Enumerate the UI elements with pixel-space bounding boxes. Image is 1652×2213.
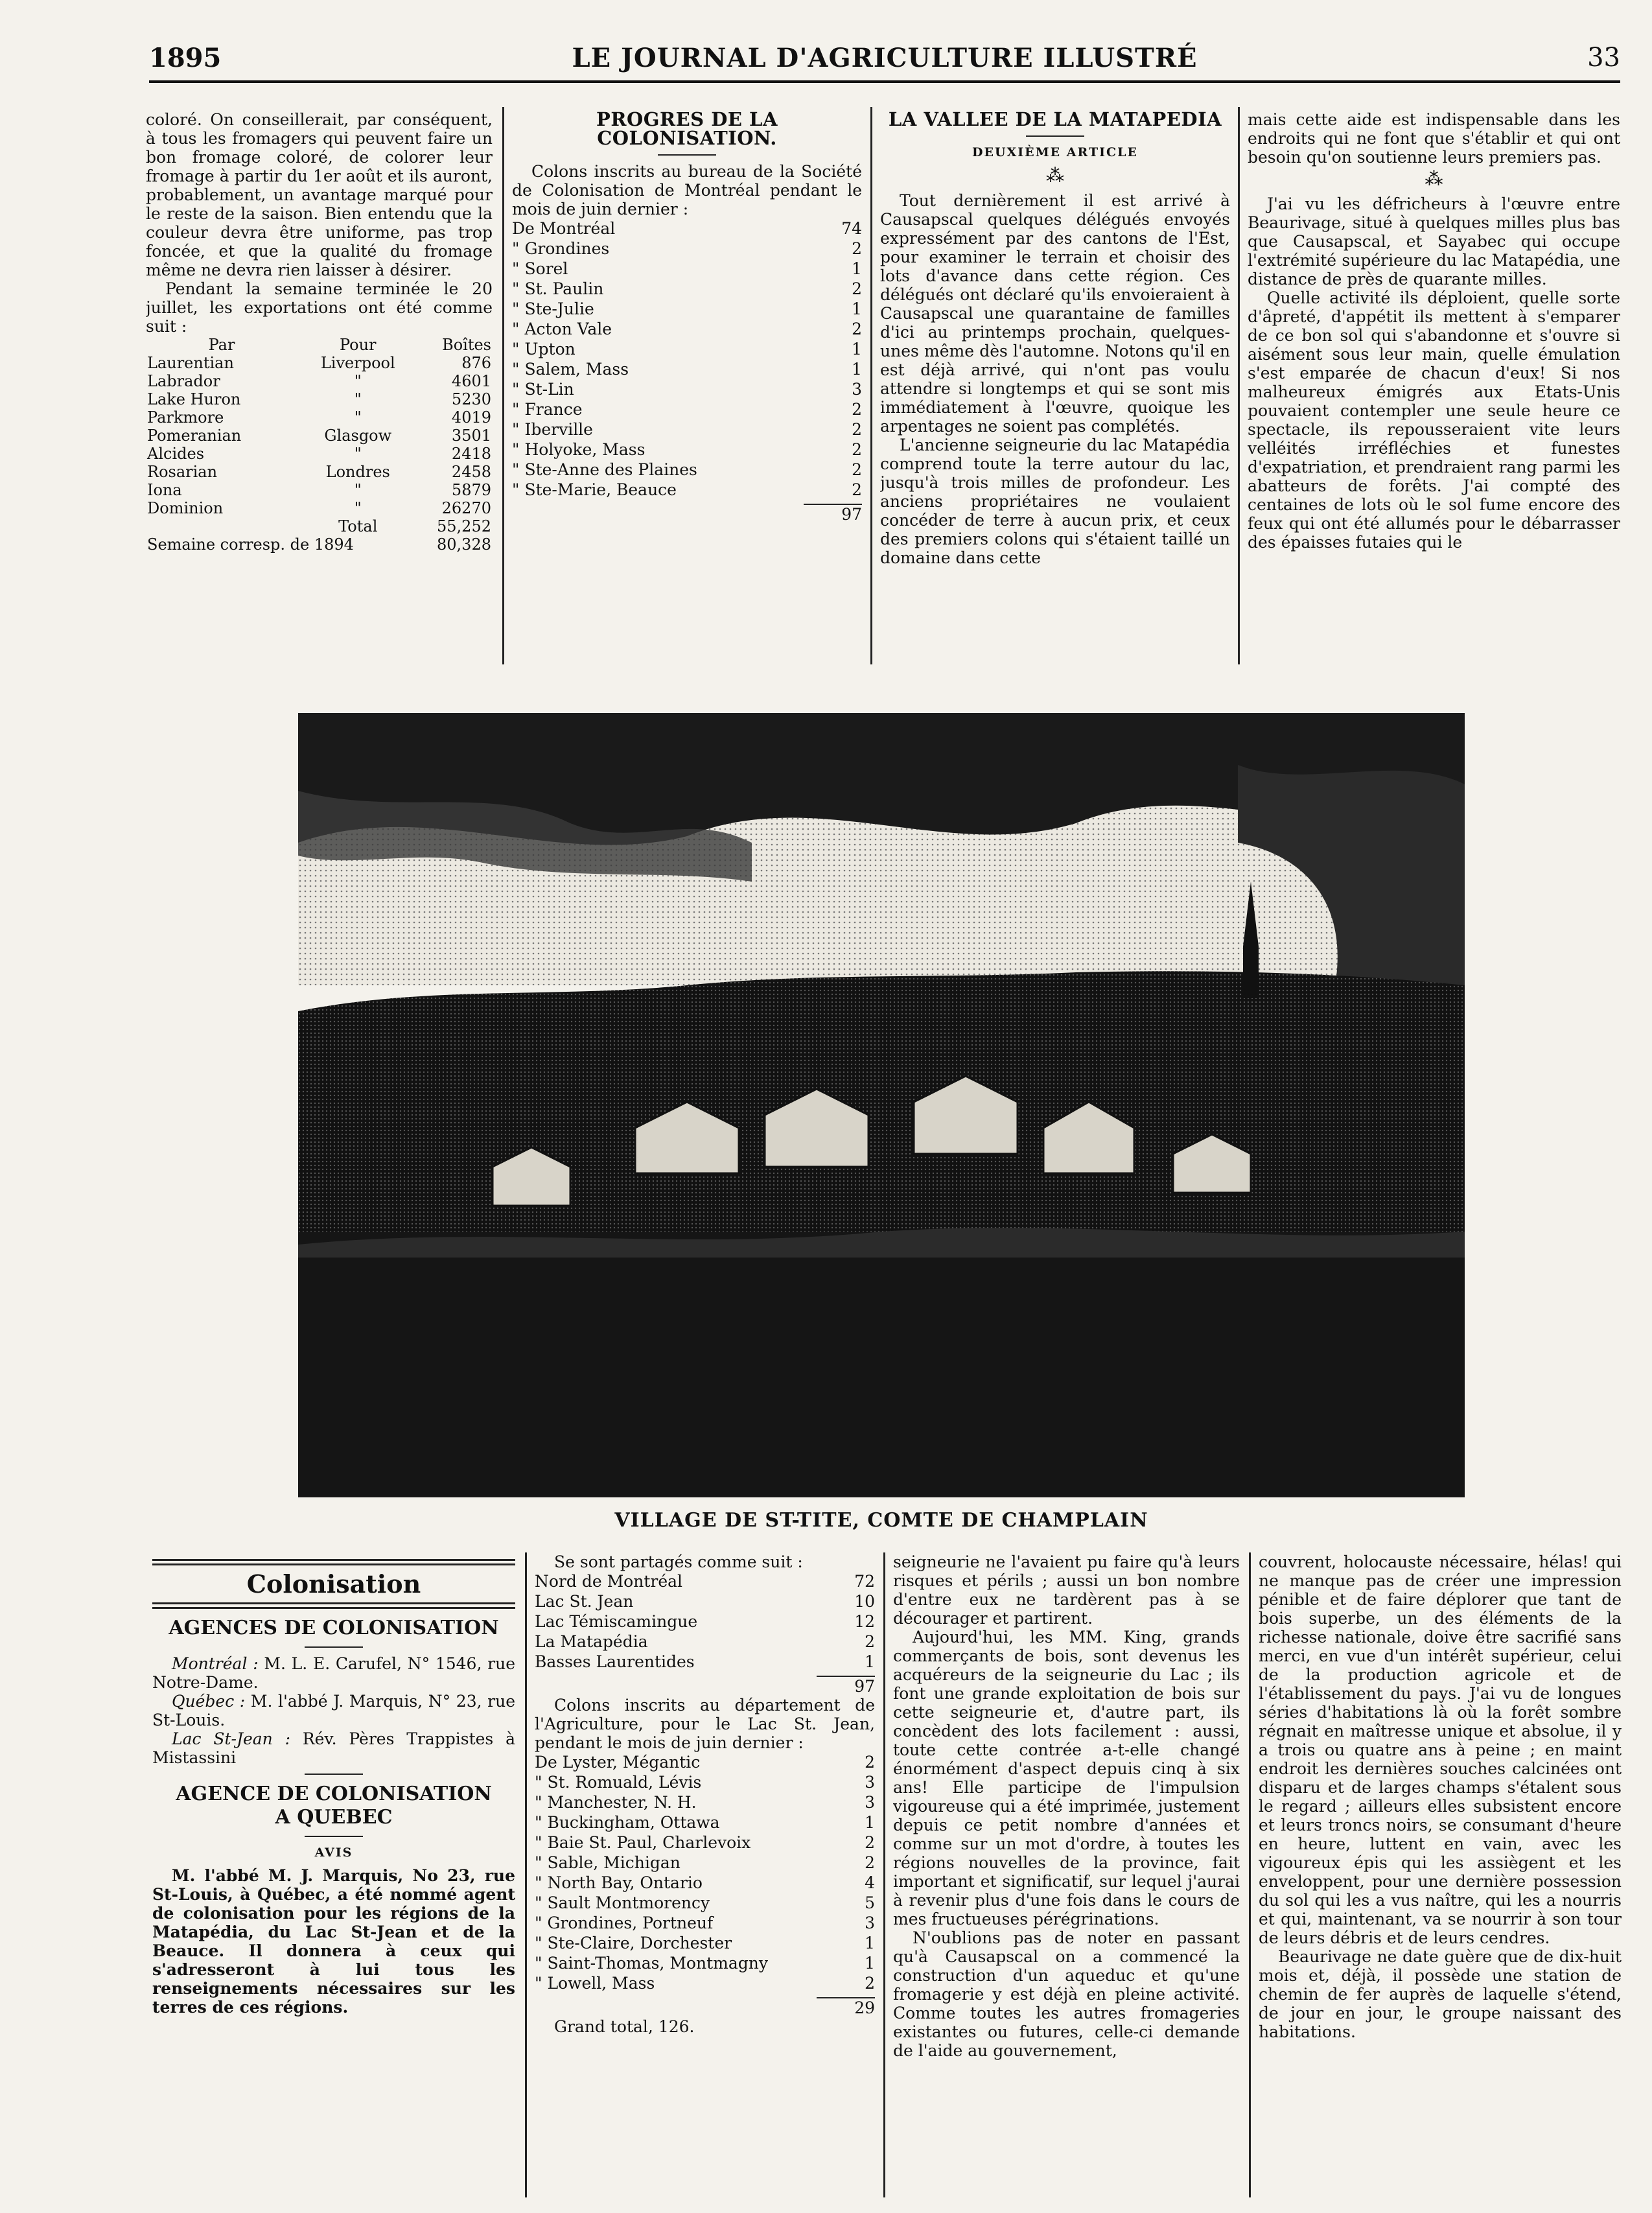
list-item <box>535 1832 875 1853</box>
list-item-value: 2 <box>865 1974 875 1993</box>
destination: Liverpool <box>320 354 395 372</box>
asterism: ⁂ <box>1046 165 1064 186</box>
table-row <box>146 445 493 463</box>
article-text: J'ai vu les défricheurs à l'œuvre entre Beaurivage, situé à quelques milles plus bas que Causapscal, et Sayabec qui occupe l'extrémité supérieure du lac Matapédia, une distance de près de quarante milles. <box>1248 194 1620 288</box>
table-row <box>146 390 493 408</box>
list-item <box>535 1973 875 1993</box>
list-item <box>512 399 862 419</box>
list-item <box>512 359 862 379</box>
list-item-value: 3 <box>852 380 862 399</box>
table-row <box>146 408 493 427</box>
list-item-label: " Manchester, N. H. <box>535 1793 697 1812</box>
article-text: seigneurie ne l'avaient pu faire qu'à leurs risques et périls ; aussi un bon nombre d'entre eux ne tardèrent pas à se décourager et partirent. <box>893 1552 1240 1628</box>
box-count: 5879 <box>451 481 491 499</box>
destination: Glasgow <box>324 427 392 445</box>
agency-address: M. L. E. Carufel, N° 1546, rue Notre-Dame. <box>152 1654 515 1692</box>
list-item-label: " Ste-Anne des Plaines <box>512 460 697 479</box>
article-text: Tout dernièrement il est arrivé à Causapscal quelques délégués envoyés expressément par des cantons de l'Est, pour examiner le terrain et choisir des lots d'avance dans cette région. Ces délégués ont déclaré qu'ils envoieraient à Causapscal une quarantaine de familles d'ici au printemps prochain, quelques-unes même dès l'automne. Notons qu'il en est déjà arrivé, qui n'ont pas voulu attendre si longtemps et qui se sont mis immédiatement à l'œuvre, quoique les arpentages ne soient pas complétés. <box>880 191 1230 436</box>
agency-entry <box>152 1729 515 1767</box>
article-text: Quelle activité ils déploient, quelle sorte d'âpreté, d'appétit ils mettent à s'emparer de ce bon sol qui s'abandonne et s'ouvre si aisément sous leur main, quelle émulation s'est emparée de chacun d'eux! Si nos malheureux émigrés aux Etats-Unis pouvaient contempler une seule heure ce spectacle, ils repousseraient vite leurs velléités irréfléchies et funestes d'expatriation, et prendraient rang parmi les abatteurs de forêts. J'ai compté des centaines de lots où le sol fume encore des feux qui ont été allumés pour le débarrasser des épaisses futaies qui le <box>1248 288 1620 552</box>
total-value: 55,252 <box>437 517 491 535</box>
column-divider <box>1238 107 1240 664</box>
list-item <box>512 319 862 339</box>
column-divider <box>1249 1552 1251 2197</box>
list-item-value: 2 <box>865 1753 875 1772</box>
agency-address: M. l'abbé J. Marquis, N° 23, rue St-Louis. <box>152 1692 515 1729</box>
section-title: Colonisation <box>246 1569 421 1598</box>
ship-name: Labrador <box>147 372 220 390</box>
list-item-label: " Upton <box>512 340 576 358</box>
box-count: 26270 <box>441 499 491 517</box>
list-total: 97 <box>854 1677 875 1696</box>
list-item <box>512 299 862 319</box>
article-text: Beaurivage ne date guère que de dix-huit mois et, déjà, il possède une station de chemin de fer auprès de laquelle s'étend, de jour en jour, le groupe naissant des habitations. <box>1259 1947 1622 2041</box>
list-item-value: 2 <box>852 239 862 258</box>
grand-total: Grand total, 126. <box>554 2017 695 2036</box>
list-item-label: " Baie St. Paul, Charlevoix <box>535 1833 751 1852</box>
village-photograph-image <box>298 713 1465 1497</box>
separator <box>305 1836 363 1837</box>
list-item-value: 1 <box>865 1954 875 1973</box>
list-item-label: " Sault Montmorency <box>535 1893 710 1912</box>
list-item <box>535 1812 875 1832</box>
list-item <box>535 1893 875 1913</box>
page-header <box>149 43 1620 82</box>
ship-name: Alcides <box>147 445 205 463</box>
list-item <box>535 1752 875 1772</box>
column-4 <box>1248 110 1620 668</box>
separator <box>1026 135 1084 137</box>
table-prev-row <box>146 535 493 554</box>
table-header: Par <box>208 336 235 354</box>
agency-entry <box>152 1692 515 1729</box>
destination: " <box>354 372 362 390</box>
exports-table <box>146 336 493 554</box>
list-item <box>512 339 862 359</box>
article-text: Colons inscrits au département de l'Agriculture, pour le Lac St. Jean, pendant le mois de juin dernier : <box>535 1696 875 1752</box>
list-total: 97 <box>841 505 862 524</box>
list-item <box>535 1853 875 1873</box>
ship-name: Laurentian <box>147 354 234 372</box>
ship-name: Iona <box>147 481 182 499</box>
destination: " <box>354 499 362 517</box>
list-item <box>535 1792 875 1812</box>
list-item-label: Nord de Montréal <box>535 1572 683 1591</box>
table-row <box>146 372 493 390</box>
list-item-label: " Saint-Thomas, Montmagny <box>535 1954 768 1973</box>
destination: Londres <box>325 463 390 481</box>
list-item-value: 72 <box>854 1572 875 1591</box>
list-item-value: 5 <box>865 1893 875 1912</box>
list-item-label: La Matapédia <box>535 1632 648 1651</box>
list-item-label: " Ste-Julie <box>512 299 594 318</box>
destination: " <box>354 481 362 499</box>
article-text: mais cette aide est indispensable dans les endroits qui ne font que s'établir et qui ont besoin qu'on soutienne leurs premiers pas. <box>1248 110 1620 167</box>
list-item-value: 1 <box>865 1813 875 1832</box>
regions-list <box>535 1571 875 1672</box>
article-text: couvrent, holocauste nécessaire, hélas! qui ne manque pas de créer une impression pénible et de faire déplorer que tant de bois superbe, un des éléments de la richesse nationale, doive être sacrifié sans merci, en vue d'un intérêt supérieur, celui de la production agricole et de l'établissement du pays. J'ai vu de longues séries d'habitations là où la forêt sombre régnait en maîtresse unique et absolue, il y a trois ou quatre ans à peine ; en maint endroit les dernières souches calcinées ont disparu et de larges champs s'étalent sous le regard ; ailleurs elles subsistent encore et leurs troncs noirs, se consumant d'heure en heure, luttent en vain, avec les vigoureux épis qui les assiègent et les enveloppent, pour une dernière possession du sol qui les a vus naître, qui les a nourris et qui, maintenant, va se nourrir à son tour de leurs débris et de leurs cendres. <box>1259 1552 1622 1947</box>
lower-column-4 <box>1259 1552 1622 2201</box>
list-item <box>535 1913 875 1933</box>
box-count: 2458 <box>451 463 491 481</box>
section-heading: PROGRES DE LA COLONISATION. <box>596 110 778 149</box>
agency-entry <box>152 1654 515 1692</box>
list-item-label: " Holyoke, Mass <box>512 440 646 459</box>
agency-heading <box>152 1783 515 1829</box>
list-item-value: 2 <box>865 1853 875 1872</box>
box-count: 876 <box>461 354 491 372</box>
list-item-label: Basses Laurentides <box>535 1652 695 1671</box>
box-count: 4601 <box>451 372 491 390</box>
ship-name: Pomeranian <box>147 427 242 445</box>
list-item-label: " North Bay, Ontario <box>535 1873 703 1892</box>
colonists-list <box>535 1752 875 1993</box>
separator <box>305 1774 363 1775</box>
lower-column-2 <box>535 1552 875 2201</box>
table-header: Pour <box>339 336 377 354</box>
ship-name: Dominion <box>147 499 224 517</box>
list-item-label: Lac Témiscamingue <box>535 1612 698 1631</box>
column-3 <box>880 110 1230 668</box>
destination: " <box>354 408 362 427</box>
header-year: 1895 <box>149 43 222 73</box>
list-item <box>535 1772 875 1792</box>
table-row <box>146 427 493 445</box>
list-item-label: Lac St. Jean <box>535 1592 634 1611</box>
agencies-heading: AGENCES DE COLONISATION <box>169 1617 499 1639</box>
list-item-value: 1 <box>852 259 862 278</box>
list-item-value: 2 <box>865 1632 875 1651</box>
list-item-value: 3 <box>865 1773 875 1792</box>
list-item-label: " Lowell, Mass <box>535 1974 655 1993</box>
agency-heading-line: AGENCE DE COLONISATION <box>176 1783 492 1805</box>
list-item <box>512 419 862 439</box>
column-1 <box>146 110 493 668</box>
list-item <box>535 1953 875 1973</box>
list-item-label: " Sable, Michigan <box>535 1853 681 1872</box>
prev-year-value: 80,328 <box>437 535 491 554</box>
list-item-label: " Ste-Claire, Dorchester <box>535 1934 732 1952</box>
list-item <box>535 1652 875 1672</box>
list-item-value: 10 <box>854 1592 875 1611</box>
article-text: N'oublions pas de noter en passant qu'à Causapscal on a commencé la construction d'un aqueduc et qu'une fromagerie y est déjà en pleine activité. Comme toutes les autres fromageries existantes ou futures, celle-ci demande de l'aide au gouvernement, <box>893 1928 1240 2060</box>
double-rule <box>152 1559 515 1565</box>
section-heading: LA VALLEE DE LA MATAPEDIA <box>888 110 1222 130</box>
article-text: Aujourd'hui, les MM. King, grands commerçants de bois, sont devenus les acquéreurs de la seigneurie du Lac ; ils font une grande exploitation de bois sur cette seigneurie et, d'autre part, ils concèdent des lots facilement : aussi, toute cette contrée a-t-elle changé énormément d'aspect depuis cinq à six ans! Elle participe de l'impulsion vigoureuse qui a été imprimée, justement depuis ce petit nombre d'années et comme sur un mot d'ordre, à toutes les régions nouvelles de la province, fait important et significatif, sur lequel j'aurai à revenir plus d'une fois dans le cours de mes fructueuses pérégrinations. <box>893 1628 1240 1928</box>
list-item-value: 2 <box>852 320 862 338</box>
agency-city: Québec : <box>172 1692 246 1711</box>
list-item-label: " St. Paulin <box>512 279 604 298</box>
list-item <box>512 439 862 460</box>
list-item-label: " Grondines, Portneuf <box>535 1914 714 1932</box>
list-item <box>535 1933 875 1953</box>
list-item-value: 2 <box>865 1833 875 1852</box>
lower-column-1 <box>152 1552 515 2201</box>
prev-year-label: Semaine corresp. de 1894 <box>147 535 354 554</box>
list-item-label: " Sorel <box>512 259 568 278</box>
double-rule <box>152 1602 515 1609</box>
list-item-value: 3 <box>865 1793 875 1812</box>
table-row <box>146 463 493 481</box>
box-count: 3501 <box>451 427 491 445</box>
article-subheading: DEUXIÈME ARTICLE <box>972 145 1138 159</box>
asterism: ⁂ <box>1425 168 1443 189</box>
article-text: coloré. On conseillerait, par conséquent, à tous les fromagers qui peuvent faire un bon fromage coloré, de colorer leur fromage à partir du 1er août et ils auront, probablement, un avantage marqué pour le reste de la saison. Bien entendu que la couleur devra être uniforme, pas trop foncée, et que la qualité du fromage même ne devra rien laisser à désirer. <box>146 110 493 279</box>
article-text: Colons inscrits au bureau de la Société de Colonisation de Montréal pendant le mois de juin dernier : <box>512 162 862 218</box>
photo-caption: VILLAGE DE ST-TITE, COMTE DE CHAMPLAIN <box>614 1509 1148 1532</box>
list-item <box>512 259 862 279</box>
box-count: 2418 <box>451 445 491 463</box>
header-rule <box>149 80 1620 83</box>
list-item-value: 1 <box>852 360 862 379</box>
agency-heading-line: A QUEBEC <box>275 1806 393 1829</box>
article-text: L'ancienne seigneurie du lac Matapédia comprend toute la terre autour du lac, jusqu'à trois milles de profondeur. Les anciens propriétaires ne voulaient concéder de terre à aucun prix, et ceux des premiers colons qui s'étaient taillé un domaine dans cette <box>880 436 1230 567</box>
list-item-value: 2 <box>852 440 862 459</box>
list-item <box>512 460 862 480</box>
list-item <box>535 1611 875 1632</box>
notice-text: M. l'abbé M. J. Marquis, No 23, rue St-Louis, à Québec, a été nommé agent de colonisation pour les régions de la Matapédia, du Lac St-Jean et de la Beauce. Il donnera à ceux qui s'adresseront à lui tous les renseignements nécessaires sur les terres de ces régions. <box>152 1866 515 2017</box>
notice-label: AVIS <box>314 1845 353 1860</box>
list-total: 29 <box>854 1998 875 2017</box>
agency-city: Lac St-Jean : <box>172 1729 290 1748</box>
ship-name: Parkmore <box>147 408 224 427</box>
list-item-value: 2 <box>852 480 862 499</box>
column-divider <box>870 107 872 664</box>
agency-address: Rév. Pères Trappistes à Mistassini <box>152 1729 515 1767</box>
list-item-label: " Buckingham, Ottawa <box>535 1813 720 1832</box>
list-item-label: De Lyster, Mégantic <box>535 1753 701 1772</box>
list-item-label: " Acton Vale <box>512 320 612 338</box>
box-count: 4019 <box>451 408 491 427</box>
list-item <box>535 1873 875 1893</box>
lower-column-3 <box>893 1552 1240 2201</box>
list-item-label: " Salem, Mass <box>512 360 629 379</box>
total-label: Total <box>338 517 378 535</box>
separator <box>305 1646 363 1648</box>
list-item <box>535 1632 875 1652</box>
list-item <box>512 279 862 299</box>
list-item <box>535 1591 875 1611</box>
article-text: Se sont partagés comme suit : <box>554 1552 803 1571</box>
list-item-value: 2 <box>852 400 862 419</box>
header-page-number: 33 <box>1587 43 1620 73</box>
list-item-value: 4 <box>865 1873 875 1892</box>
table-row <box>146 481 493 499</box>
list-item-value: 3 <box>865 1914 875 1932</box>
list-item-label: " St. Romuald, Lévis <box>535 1773 702 1792</box>
list-item-value: 1 <box>852 299 862 318</box>
list-item-value: 12 <box>854 1612 875 1631</box>
table-total-row <box>146 517 493 535</box>
box-count: 5230 <box>451 390 491 408</box>
article-text: Pendant la semaine terminée le 20 juillet, les exportations ont été comme suit : <box>146 279 493 336</box>
table-header: Boîtes <box>442 336 491 354</box>
separator <box>658 154 716 156</box>
list-item-value: 2 <box>852 279 862 298</box>
agency-city: Montréal : <box>172 1654 259 1673</box>
list-item-value: 1 <box>865 1934 875 1952</box>
list-item <box>512 379 862 399</box>
list-item-label: " Iberville <box>512 420 593 439</box>
list-item-value: 1 <box>865 1652 875 1671</box>
destination: " <box>354 445 362 463</box>
column-divider <box>502 107 504 664</box>
list-item-value: 2 <box>852 420 862 439</box>
column-2 <box>512 110 862 668</box>
list-item-label: " France <box>512 400 583 419</box>
list-item <box>535 1571 875 1591</box>
list-item-label: De Montréal <box>512 219 616 238</box>
destination: " <box>354 390 362 408</box>
list-item <box>512 480 862 500</box>
colonists-list <box>512 218 862 500</box>
table-header-row <box>146 336 493 354</box>
list-item-label: " Ste-Marie, Beauce <box>512 480 677 499</box>
header-title: LE JOURNAL D'AGRICULTURE ILLUSTRÉ <box>572 43 1198 73</box>
column-divider <box>883 1552 885 2197</box>
list-item <box>512 218 862 239</box>
list-item-label: " Grondines <box>512 239 610 258</box>
list-item <box>512 239 862 259</box>
list-item-label: " St-Lin <box>512 380 574 399</box>
ship-name: Rosarian <box>147 463 218 481</box>
column-divider <box>525 1552 527 2197</box>
table-row <box>146 354 493 372</box>
list-item-value: 1 <box>852 340 862 358</box>
ship-name: Lake Huron <box>147 390 241 408</box>
village-photograph <box>298 713 1465 1497</box>
table-row <box>146 499 493 517</box>
list-item-value: 74 <box>841 219 862 238</box>
list-item-value: 2 <box>852 460 862 479</box>
